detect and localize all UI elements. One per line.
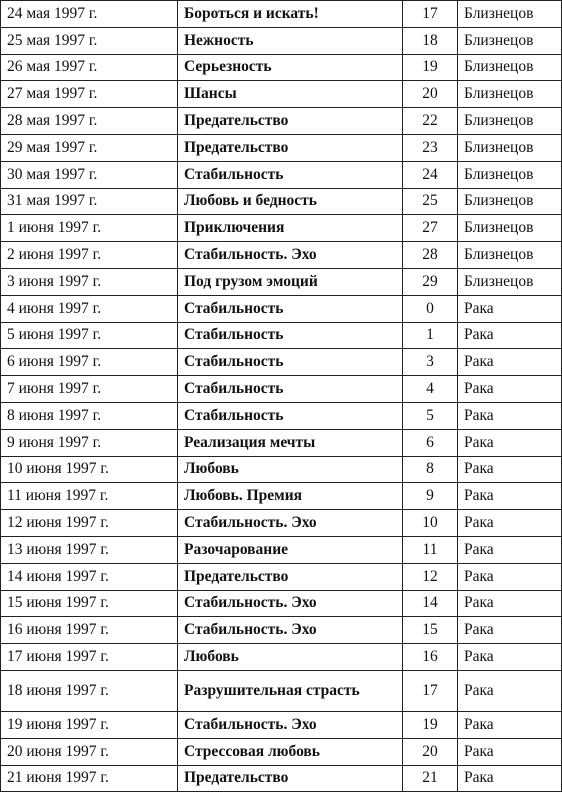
name-cell: Стабильность — [178, 349, 403, 376]
name-cell: Любовь — [178, 644, 403, 671]
date-cell: 26 мая 1997 г. — [1, 54, 178, 81]
date-cell: 16 июня 1997 г. — [1, 617, 178, 644]
table-row — [1, 81, 562, 108]
number-cell: 23 — [403, 134, 458, 161]
number-cell: 29 — [403, 268, 458, 295]
name-cell: Приключения — [178, 215, 403, 242]
number-cell: 3 — [403, 349, 458, 376]
number-cell: 12 — [403, 563, 458, 590]
date-cell: 12 июня 1997 г. — [1, 510, 178, 537]
date-cell: 4 июня 1997 г. — [1, 295, 178, 322]
name-cell: Любовь и бедность — [178, 188, 403, 215]
number-cell: 4 — [403, 376, 458, 403]
table-row — [1, 590, 562, 617]
name-cell: Стабильность — [178, 322, 403, 349]
number-cell: 27 — [403, 215, 458, 242]
name-cell: Предательство — [178, 765, 403, 792]
name-cell: Стабильность — [178, 161, 403, 188]
table-row — [1, 161, 562, 188]
table-row — [1, 456, 562, 483]
date-cell: 19 июня 1997 г. — [1, 711, 178, 738]
table-row — [1, 711, 562, 738]
number-cell: 25 — [403, 188, 458, 215]
number-cell: 17 — [403, 1, 458, 28]
sign-cell: Рака — [458, 456, 562, 483]
table-row — [1, 188, 562, 215]
name-cell: Под грузом эмоций — [178, 268, 403, 295]
table-row — [1, 536, 562, 563]
sign-cell: Близнецов — [458, 54, 562, 81]
number-cell: 5 — [403, 402, 458, 429]
date-cell: 29 мая 1997 г. — [1, 134, 178, 161]
sign-cell: Рака — [458, 376, 562, 403]
date-cell: 14 июня 1997 г. — [1, 563, 178, 590]
sign-cell: Рака — [458, 510, 562, 537]
date-cell: 8 июня 1997 г. — [1, 402, 178, 429]
table-row — [1, 54, 562, 81]
sign-cell: Близнецов — [458, 242, 562, 269]
table-row — [1, 268, 562, 295]
name-cell: Любовь — [178, 456, 403, 483]
name-cell: Серьезность — [178, 54, 403, 81]
name-cell: Стрессовая любовь — [178, 738, 403, 765]
sign-cell: Рака — [458, 295, 562, 322]
date-cell: 13 июня 1997 г. — [1, 536, 178, 563]
table-row — [1, 670, 562, 711]
sign-cell: Близнецов — [458, 1, 562, 28]
date-cell: 9 июня 1997 г. — [1, 429, 178, 456]
number-cell: 22 — [403, 108, 458, 135]
date-cell: 25 мая 1997 г. — [1, 27, 178, 54]
number-cell: 19 — [403, 711, 458, 738]
number-cell: 19 — [403, 54, 458, 81]
sign-cell: Рака — [458, 670, 562, 711]
sign-cell: Рака — [458, 590, 562, 617]
date-cell: 31 мая 1997 г. — [1, 188, 178, 215]
number-cell: 16 — [403, 644, 458, 671]
sign-cell: Близнецов — [458, 268, 562, 295]
date-cell: 2 июня 1997 г. — [1, 242, 178, 269]
date-cell: 15 июня 1997 г. — [1, 590, 178, 617]
table-row — [1, 738, 562, 765]
number-cell: 20 — [403, 738, 458, 765]
date-cell: 17 июня 1997 г. — [1, 644, 178, 671]
date-cell: 5 июня 1997 г. — [1, 322, 178, 349]
date-cell: 21 июня 1997 г. — [1, 765, 178, 792]
date-cell: 27 мая 1997 г. — [1, 81, 178, 108]
table-row — [1, 510, 562, 537]
name-cell: Стабильность — [178, 376, 403, 403]
sign-cell: Рака — [458, 402, 562, 429]
date-cell: 30 мая 1997 г. — [1, 161, 178, 188]
sign-cell: Близнецов — [458, 161, 562, 188]
table-row — [1, 295, 562, 322]
number-cell: 20 — [403, 81, 458, 108]
sign-cell: Рака — [458, 322, 562, 349]
date-cell: 18 июня 1997 г. — [1, 670, 178, 711]
number-cell: 24 — [403, 161, 458, 188]
name-cell: Стабильность. Эхо — [178, 617, 403, 644]
table-row — [1, 215, 562, 242]
number-cell: 28 — [403, 242, 458, 269]
name-cell: Шансы — [178, 81, 403, 108]
date-cell: 11 июня 1997 г. — [1, 483, 178, 510]
sign-cell: Близнецов — [458, 108, 562, 135]
name-cell: Стабильность. Эхо — [178, 711, 403, 738]
number-cell: 8 — [403, 456, 458, 483]
sign-cell: Рака — [458, 429, 562, 456]
date-cell: 10 июня 1997 г. — [1, 456, 178, 483]
number-cell: 1 — [403, 322, 458, 349]
table-row — [1, 134, 562, 161]
number-cell: 17 — [403, 670, 458, 711]
name-cell: Любовь. Премия — [178, 483, 403, 510]
sign-cell: Рака — [458, 617, 562, 644]
name-cell: Разочарование — [178, 536, 403, 563]
sign-cell: Близнецов — [458, 81, 562, 108]
name-cell: Стабильность. Эхо — [178, 590, 403, 617]
name-cell: Нежность — [178, 27, 403, 54]
sign-cell: Близнецов — [458, 27, 562, 54]
number-cell: 9 — [403, 483, 458, 510]
date-cell: 28 мая 1997 г. — [1, 108, 178, 135]
table-row — [1, 27, 562, 54]
sign-cell: Рака — [458, 738, 562, 765]
table-row — [1, 429, 562, 456]
date-cell: 20 июня 1997 г. — [1, 738, 178, 765]
table-row — [1, 1, 562, 28]
table-row — [1, 349, 562, 376]
sign-cell: Близнецов — [458, 215, 562, 242]
sign-cell: Рака — [458, 349, 562, 376]
name-cell: Предательство — [178, 563, 403, 590]
name-cell: Стабильность. Эхо — [178, 242, 403, 269]
number-cell: 0 — [403, 295, 458, 322]
sign-cell: Рака — [458, 765, 562, 792]
name-cell: Стабильность. Эхо — [178, 510, 403, 537]
date-cell: 6 июня 1997 г. — [1, 349, 178, 376]
table-row — [1, 563, 562, 590]
sign-cell: Рака — [458, 644, 562, 671]
sign-cell: Близнецов — [458, 188, 562, 215]
date-cell: 7 июня 1997 г. — [1, 376, 178, 403]
name-cell: Реализация мечты — [178, 429, 403, 456]
table-row — [1, 483, 562, 510]
name-cell: Бороться и искать! — [178, 1, 403, 28]
sign-cell: Рака — [458, 711, 562, 738]
number-cell: 21 — [403, 765, 458, 792]
number-cell: 15 — [403, 617, 458, 644]
number-cell: 11 — [403, 536, 458, 563]
number-cell: 10 — [403, 510, 458, 537]
sign-cell: Рака — [458, 536, 562, 563]
number-cell: 14 — [403, 590, 458, 617]
sign-cell: Рака — [458, 483, 562, 510]
name-cell: Предательство — [178, 108, 403, 135]
sign-cell: Близнецов — [458, 134, 562, 161]
table-row — [1, 242, 562, 269]
table-row — [1, 402, 562, 429]
number-cell: 18 — [403, 27, 458, 54]
table-row — [1, 617, 562, 644]
table-row — [1, 765, 562, 792]
name-cell: Предательство — [178, 134, 403, 161]
name-cell: Стабильность — [178, 295, 403, 322]
date-cell: 3 июня 1997 г. — [1, 268, 178, 295]
number-cell: 6 — [403, 429, 458, 456]
table-row — [1, 644, 562, 671]
table-row — [1, 108, 562, 135]
table-row — [1, 322, 562, 349]
date-cell: 1 июня 1997 г. — [1, 215, 178, 242]
name-cell: Стабильность — [178, 402, 403, 429]
date-cell: 24 мая 1997 г. — [1, 1, 178, 28]
table-row — [1, 376, 562, 403]
table-body — [1, 1, 562, 792]
sign-cell: Рака — [458, 563, 562, 590]
name-cell: Разрушительная страсть — [178, 670, 403, 711]
